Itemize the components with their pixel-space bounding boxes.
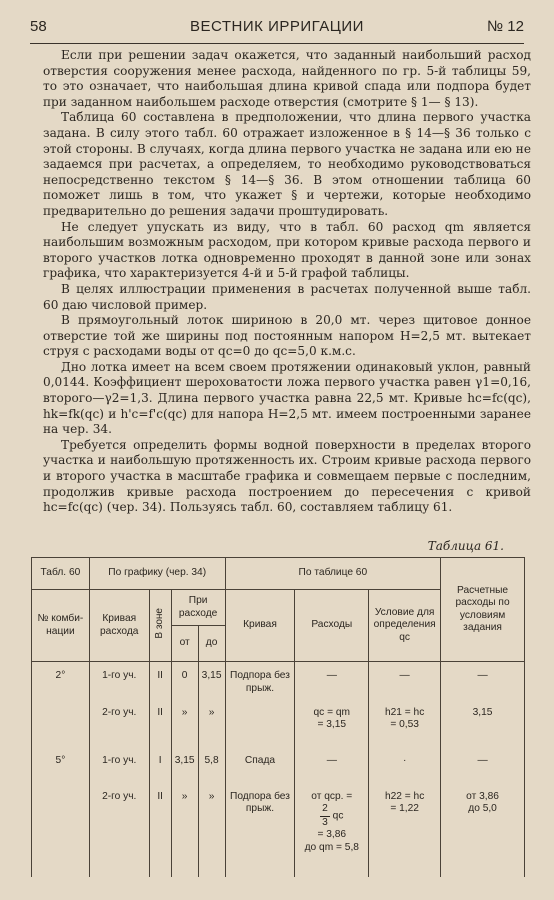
paragraph: В целях иллюстрации применения в расчетах полученной выше табл. 60 даю числовой пример. bbox=[43, 281, 531, 312]
cell-line: h22 = hc bbox=[384, 790, 425, 802]
header-cell: Расчетные расходы по условиям задания bbox=[441, 558, 525, 662]
cell-line: от 3,86 bbox=[466, 790, 499, 802]
cell: — bbox=[441, 754, 525, 790]
cell: 3,15 bbox=[171, 754, 198, 790]
cell: · bbox=[369, 754, 441, 790]
cell-text: qc bbox=[332, 810, 344, 822]
cell: — bbox=[295, 662, 369, 706]
cell-line: до qm = 5,8 bbox=[304, 841, 359, 853]
cell: 1-го уч. bbox=[89, 754, 149, 790]
cell: » bbox=[198, 706, 225, 754]
cell: Спада bbox=[225, 754, 295, 790]
cell: II bbox=[149, 662, 171, 706]
cell: II bbox=[149, 706, 171, 754]
cell: 5° bbox=[32, 754, 90, 790]
cell-line: h21 = hc bbox=[384, 706, 425, 718]
header-rule bbox=[30, 43, 524, 44]
journal-title: ВЕСТНИК ИРРИГАЦИИ bbox=[190, 18, 364, 35]
paragraph: Требуется определить формы водной поверхности в пределах второго участка и наибольшую протяженность их. Строим кривые расхода первого и второго участка в масштабе графика и совмещаем первые с последним, продолжив кривые расхода построением до пересечения с кривой hc=fc(qc) (чер. 34). Пользуясь табл. 60, составляем таблицу 61. bbox=[43, 437, 531, 515]
page-number: 58 bbox=[30, 18, 47, 35]
fraction-denominator: 3 bbox=[322, 816, 328, 828]
table-row bbox=[32, 790, 525, 878]
cell: I bbox=[149, 754, 171, 790]
header-cell: от bbox=[171, 626, 198, 662]
fraction bbox=[320, 803, 330, 829]
paragraph: Не следует упускать из виду, что в табл. 60 расход qm является наибольшим возможным расходом, при котором кривые расхода первого и второго участков лотка одновременно проходят в данной зоне или зонах графика, что характеризуется 4-й и 5-й графой таблицы. bbox=[43, 219, 531, 281]
cell: 2-го уч. bbox=[89, 706, 149, 754]
cell: » bbox=[171, 790, 198, 878]
header-cell: Кривая расхода bbox=[89, 590, 149, 662]
cell: — bbox=[441, 662, 525, 706]
header-cell bbox=[149, 590, 171, 662]
cell-line: до 5,0 bbox=[468, 803, 497, 814]
fraction-numerator: 2 bbox=[320, 803, 330, 817]
header-cell: Расходы bbox=[295, 590, 369, 662]
cell: 2° bbox=[32, 662, 90, 706]
header-cell-text: В зоне bbox=[153, 607, 165, 639]
paragraph: Таблица 60 составлена в предположении, что длина первого участка задана. В силу этого табл. 60 отражает изложенное в § 14—§ 36 только с этой стороны. В случаях, когда длина первого участка не задана или ею не задаемся при расчетах, а определяем, то необходимо руководствоваться непосредственно текстом § 14—§ 36. В этом отношении таблица 60 поможет лишь в том, что укажет § и чертежи, которые необходимо предварительно до решения задачи проштудировать. bbox=[43, 110, 531, 218]
article-body bbox=[43, 48, 531, 516]
cell: » bbox=[198, 790, 225, 878]
cell: 1-го уч. bbox=[89, 662, 149, 706]
cell bbox=[295, 790, 369, 878]
cell: 0 bbox=[171, 662, 198, 706]
cell: 5,8 bbox=[198, 754, 225, 790]
cell: — bbox=[295, 754, 369, 790]
header-cell: При расходе bbox=[171, 590, 225, 626]
cell-line: = 0,53 bbox=[390, 719, 419, 730]
issue-number: № 12 bbox=[487, 18, 524, 35]
cell: 3,15 bbox=[441, 706, 525, 754]
cell bbox=[32, 790, 90, 878]
table-row bbox=[32, 706, 525, 754]
running-header bbox=[30, 18, 524, 40]
table-row bbox=[32, 754, 525, 790]
cell: 3,15 bbox=[198, 662, 225, 706]
table-row bbox=[32, 662, 525, 706]
header-cell: № комби-нации bbox=[32, 590, 90, 662]
cell: Подпора без прыж. bbox=[225, 790, 295, 878]
table-caption: Таблица 61. bbox=[427, 539, 504, 553]
cell: — bbox=[369, 662, 441, 706]
cell: Подпора без прыж. bbox=[225, 662, 295, 706]
cell: 2-го уч. bbox=[89, 790, 149, 878]
cell-line: qc = qm bbox=[313, 706, 351, 718]
header-cell: Условие для определения qc bbox=[369, 590, 441, 662]
paragraph: В прямоугольный лоток шириною в 20,0 мт. через щитовое донное отверстие той же ширины под постоянным напором H=2,5 мт. вытекает струя с расходами воды от qc=0 до qc=5,0 к.м.с. bbox=[43, 313, 531, 359]
cell bbox=[369, 706, 441, 754]
header-cell: Кривая bbox=[225, 590, 295, 662]
cell-line bbox=[297, 803, 366, 829]
paragraph: Если при решении задач окажется, что заданный наибольший расход отверстия сооружения менее расхода, найденного по гр. 5-й таблицы 59, то это означает, что наибольшая длина кривой спада или подпора будет при заданном наибольшем расходе отверстия (смотрите § 1— § 13). bbox=[43, 48, 531, 109]
cell: » bbox=[171, 706, 198, 754]
cell-line: = 3,15 bbox=[317, 719, 347, 730]
paragraph: Дно лотка имеет на всем своем протяжении одинаковый уклон, равный 0,0144. Коэффициент шероховатости ложа первого участка равен γ1=0,16, второго—γ2=1,3. Длина первого участка равна 22,5 мт. Кривые hc=fc(qc), hk=fk(qc) и h'c=f'c(qc) для напора H=2,5 мт. имеем построенными заранее на чер. 34. bbox=[43, 359, 531, 437]
cell: II bbox=[149, 790, 171, 878]
cell bbox=[369, 790, 441, 878]
cell bbox=[225, 706, 295, 754]
cell-line: от qср. = bbox=[311, 790, 353, 802]
table-61 bbox=[31, 557, 525, 877]
header-cell: По таблице 60 bbox=[225, 558, 441, 590]
cell-line: = 1,22 bbox=[390, 803, 419, 814]
cell-line: = 3,86 bbox=[317, 829, 347, 840]
cell bbox=[441, 790, 525, 878]
cell bbox=[295, 706, 369, 754]
header-cell: Табл. 60 bbox=[32, 558, 90, 590]
header-cell: По графику (чер. 34) bbox=[89, 558, 225, 590]
header-cell: до bbox=[198, 626, 225, 662]
cell bbox=[32, 706, 90, 754]
